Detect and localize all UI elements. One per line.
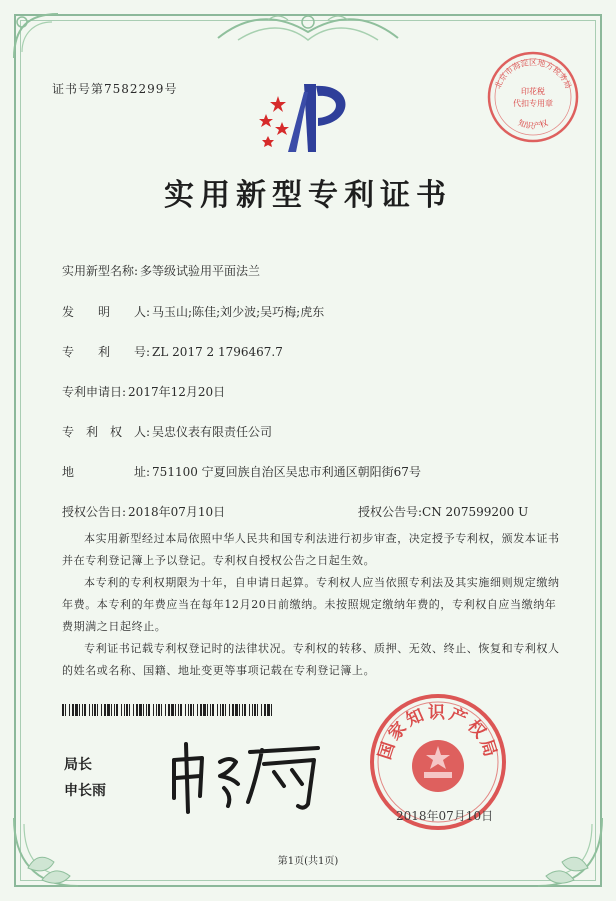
svg-text:知识产权 (517, 117, 549, 130)
barcode-bar (180, 704, 182, 716)
director-name: 申长雨 (64, 783, 106, 799)
barcode-bar (153, 704, 154, 716)
barcode-icon (62, 704, 272, 716)
barcode-bar (124, 704, 125, 716)
barcode-bar (104, 704, 106, 716)
barcode-bar (207, 704, 208, 716)
barcode-bar (239, 704, 240, 716)
barcode-bar (203, 704, 206, 716)
field-label: 专 利 号: (62, 345, 151, 359)
barcode-bar (197, 704, 198, 716)
stamp-duty-seal-icon (484, 48, 582, 146)
barcode-bar (129, 704, 130, 716)
barcode-bar (75, 704, 78, 716)
barcode-bar (220, 704, 221, 716)
corner-ornament-bottom-right-icon (528, 808, 608, 893)
barcode-bar (225, 704, 226, 716)
barcode-bar (271, 704, 272, 716)
cnipa-logo-icon (258, 78, 360, 158)
barcode-bar (249, 704, 250, 716)
barcode-bar (161, 704, 162, 716)
certificate-title: 实用新型专利证书 (164, 178, 452, 213)
barcode-bar (165, 704, 166, 716)
barcode-bar (244, 704, 246, 716)
barcode-bar (235, 704, 238, 716)
barcode-bar (126, 704, 128, 716)
barcode-bar (188, 704, 189, 716)
field-value: 吴忠仪表有限责任公司 (152, 425, 273, 439)
corner-ornament-top-left-icon (8, 8, 68, 68)
field-grant-date (62, 503, 225, 520)
corner-ornament-bottom-left-icon (8, 808, 88, 893)
page-number: 第1页(共1页) (277, 856, 339, 867)
barcode-bar (254, 704, 256, 716)
paragraph-grant-notice: 本实用新型经过本局依照中华人民共和国专利法进行初步审查，决定授予专利权，颁发本证书并在专利登记簿上予以登记。专利权自授权公告之日起生效。 (62, 532, 560, 567)
field-inventors (62, 303, 324, 320)
barcode-bar (84, 704, 86, 716)
barcode-bar (133, 704, 134, 716)
barcode-bar (217, 704, 218, 716)
barcode-bar (156, 704, 157, 716)
barcode-bar (101, 704, 102, 716)
barcode-bar (193, 704, 194, 716)
certificate-number: 证书号第7582299号 (52, 82, 178, 96)
barcode-bar (143, 704, 144, 716)
barcode-bar (185, 704, 186, 716)
field-value: ZL 2017 2 1796467.7 (152, 345, 283, 359)
field-label: 地 址: (62, 465, 151, 479)
barcode-bar (175, 704, 176, 716)
barcode-bar (212, 704, 214, 716)
field-address (62, 463, 421, 480)
field-value: 2018年07月10日 (128, 505, 226, 519)
paragraph-term-and-fees: 本专利的专利权期限为十年，自申请日起算。专利权人应当依照专利法及其实施细则规定缴纳年费。本专利的年费应当在每年12月20日前缴纳。未按照规定缴纳年费的，专利权自应当缴纳年费期满之日起终止。 (62, 576, 560, 633)
barcode-bar (210, 704, 211, 716)
director-title: 局长 (64, 757, 92, 773)
barcode-bar (111, 704, 112, 716)
barcode-bar (242, 704, 243, 716)
barcode-bar (62, 704, 64, 716)
field-value: 2017年12月20日 (128, 385, 226, 399)
barcode-bar (89, 704, 90, 716)
seal-date: 2018年07月10日 (396, 809, 494, 823)
field-value: 751100 宁夏回族自治区吴忠市利通区朝阳街67号 (152, 465, 421, 479)
barcode-bar (232, 704, 234, 716)
barcode-bar (222, 704, 224, 716)
barcode-bar (65, 704, 66, 716)
field-label: 专利申请日: (62, 385, 127, 399)
top-ornament-icon (208, 10, 408, 46)
barcode-bar (190, 704, 192, 716)
field-value: CN 207599200 U (422, 505, 529, 519)
field-label: 发 明 人: (62, 305, 151, 319)
barcode-bar (264, 704, 266, 716)
field-label: 实用新型名称: (62, 264, 139, 278)
barcode-bar (114, 704, 115, 716)
field-label: 专 利 权 人: (62, 425, 151, 439)
field-value: 马玉山;陈佳;刘少波;吴巧梅;虎东 (152, 305, 325, 319)
field-utility-model-name (62, 262, 260, 279)
field-label: 授权公告日: (62, 505, 127, 519)
barcode-bar (97, 704, 98, 716)
barcode-bar (116, 704, 118, 716)
stamp-bottom-text: 知识产权 (516, 118, 550, 131)
barcode-bar (257, 704, 258, 716)
field-value: 多等级试验用平面法兰 (140, 264, 261, 278)
barcode-bar (121, 704, 122, 716)
field-grant-number (358, 503, 528, 520)
barcode-bar (69, 704, 70, 716)
barcode-bar (148, 704, 150, 716)
barcode-bar (200, 704, 202, 716)
barcode-bar (92, 704, 93, 716)
seal-text: 国家知识产权局 (375, 703, 501, 763)
field-patent-number (62, 343, 283, 360)
barcode-bar (229, 704, 230, 716)
stamp-line-2: 代扣专用章 (513, 99, 553, 108)
barcode-bar (136, 704, 138, 716)
barcode-bar (107, 704, 110, 716)
barcode-bar (139, 704, 142, 716)
barcode-bar (168, 704, 170, 716)
stamp-ring-text: 北京市海淀区地方税务局 (493, 58, 573, 91)
barcode-bar (261, 704, 262, 716)
barcode-bar (171, 704, 174, 716)
barcode-bar (146, 704, 147, 716)
barcode-bar (267, 704, 270, 716)
barcode-bar (252, 704, 253, 716)
field-filing-date (62, 383, 225, 400)
paragraph-legal-status: 专利证书记载专利权登记时的法律状况。专利权的转移、质押、无效、终止、恢复和专利权人的姓名或名称、国籍、地址变更等事项记载在专利登记簿上。 (62, 642, 560, 677)
barcode-bar (158, 704, 160, 716)
barcode-bar (79, 704, 80, 716)
barcode-bar (82, 704, 83, 716)
barcode-bar (178, 704, 179, 716)
field-label: 授权公告号: (358, 505, 423, 519)
stamp-line-1: 印花税 (521, 87, 545, 96)
barcode-bar (94, 704, 96, 716)
director-signature-icon (168, 738, 328, 816)
field-patentee (62, 423, 272, 440)
barcode-bar (72, 704, 74, 716)
